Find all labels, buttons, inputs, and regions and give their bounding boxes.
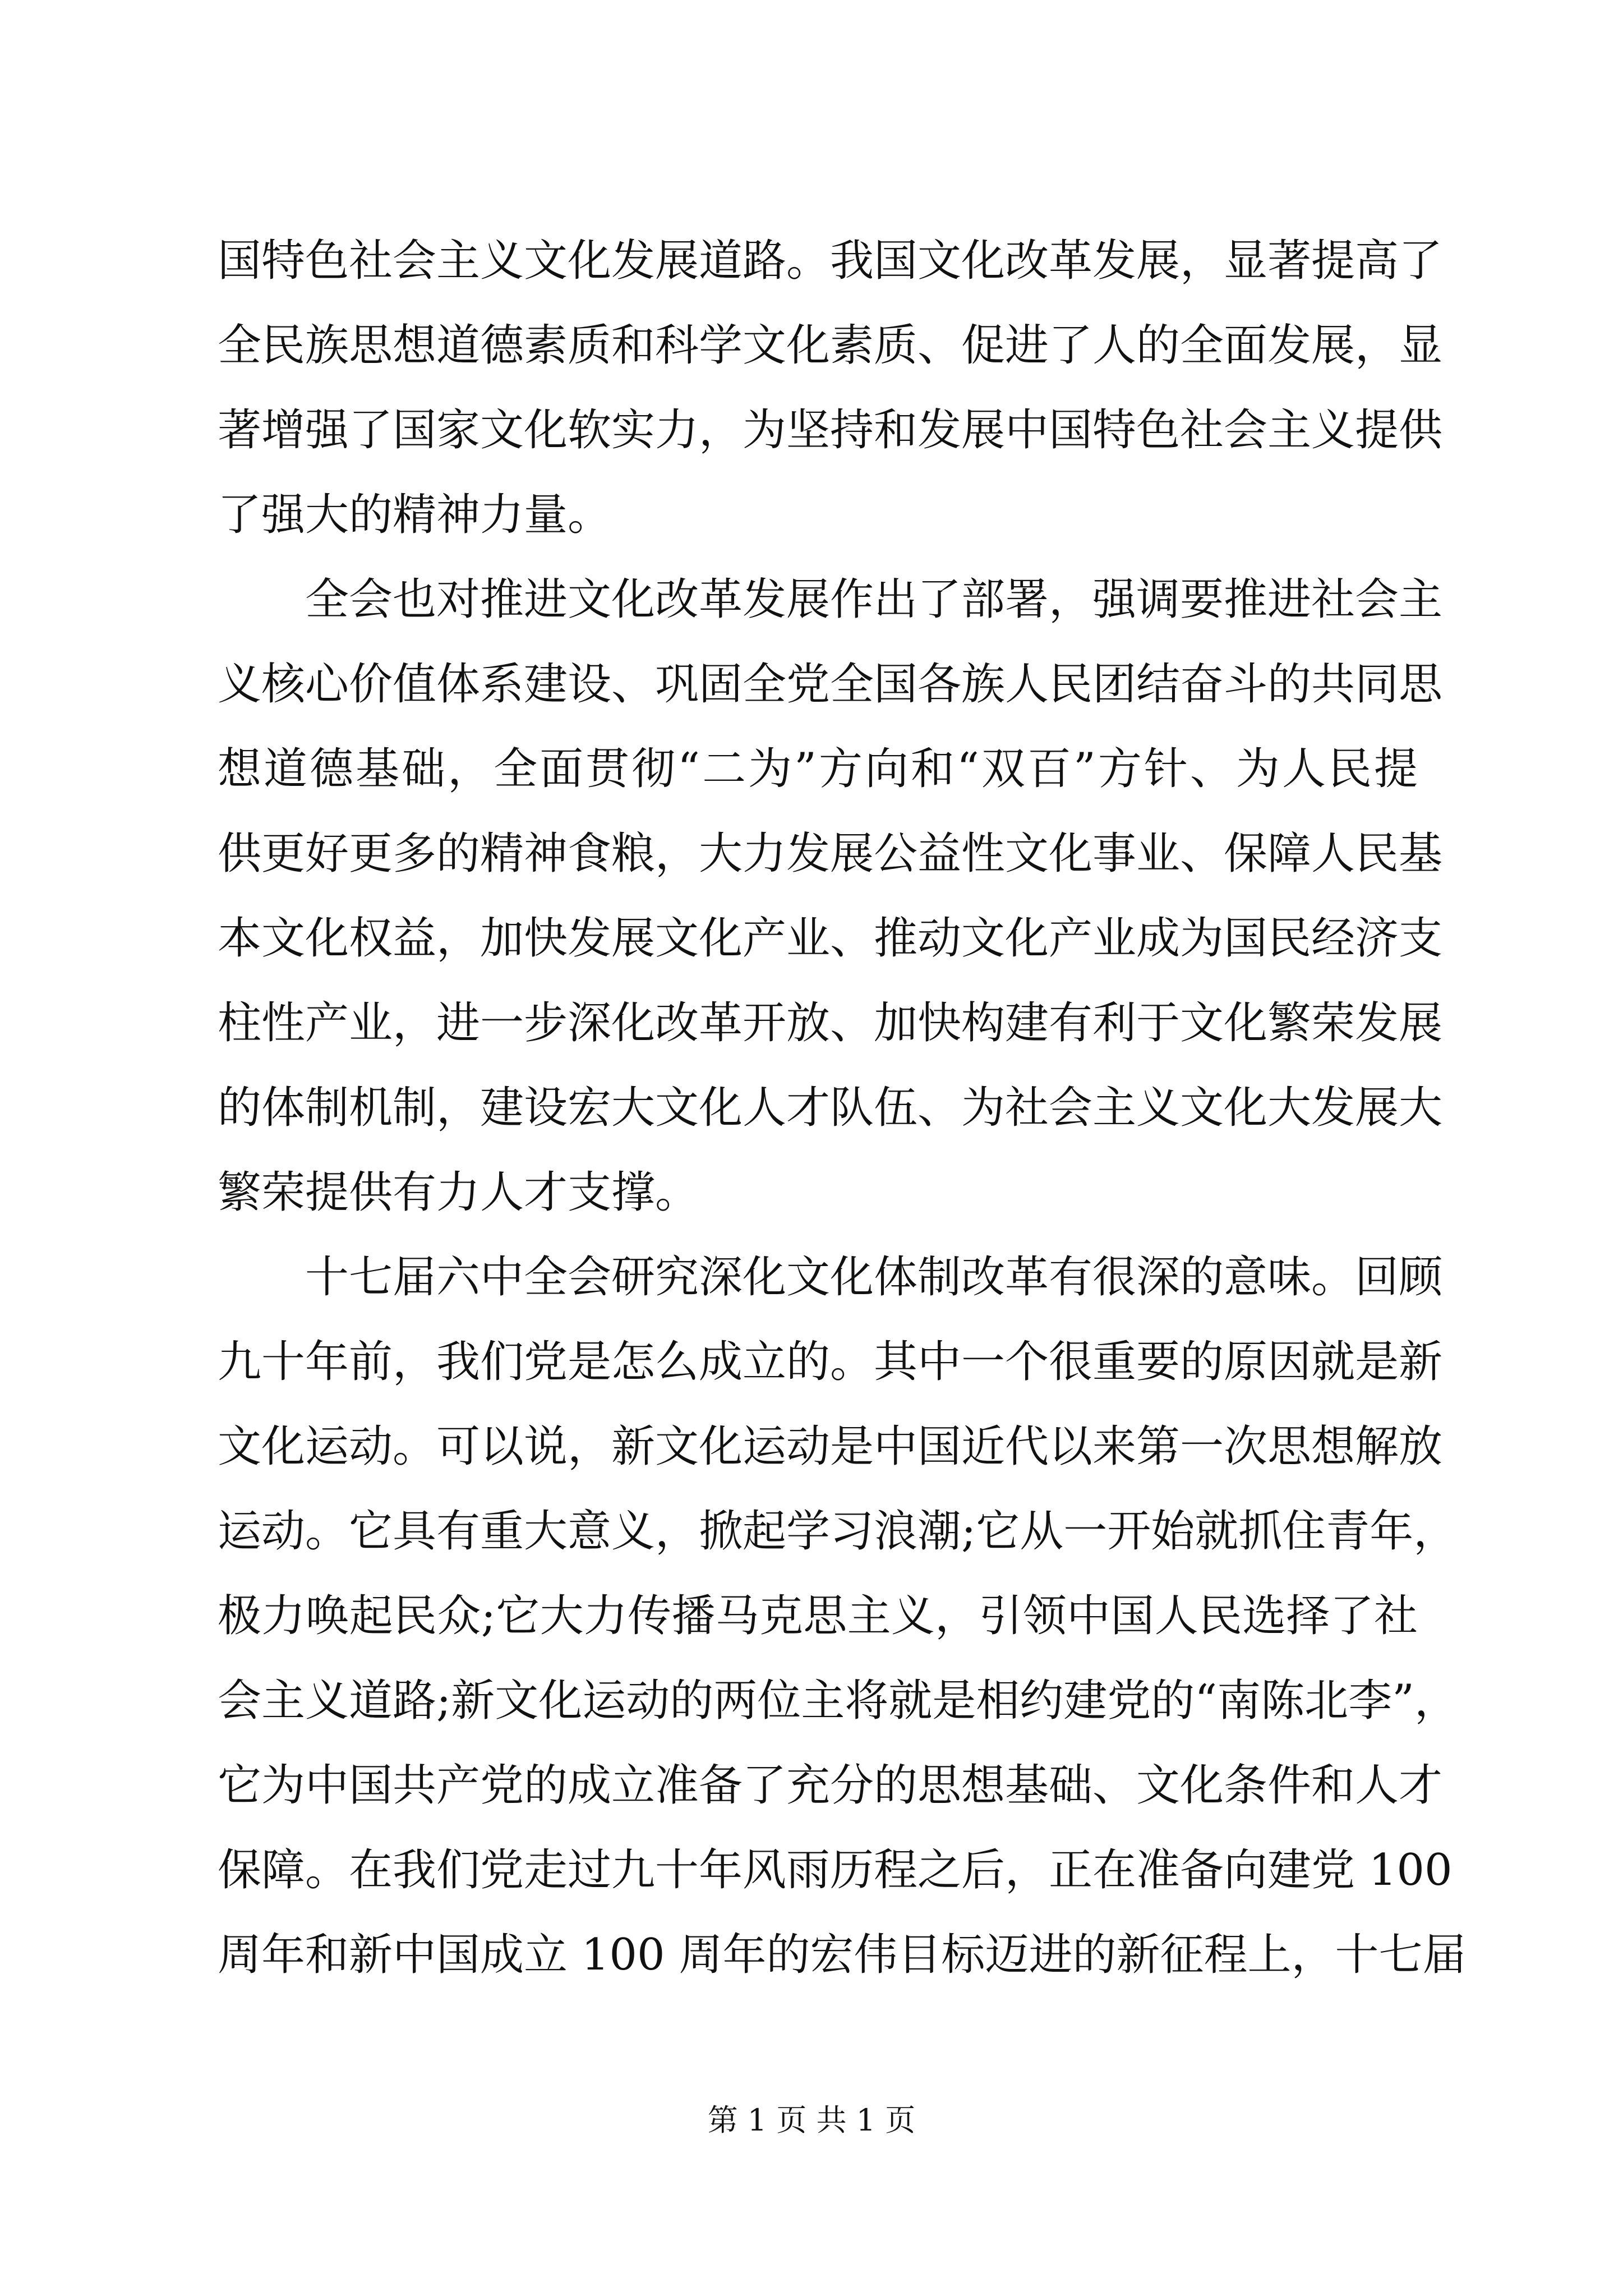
text-line: 十七届六中全会研究深化文化体制改革有很深的意味。回顾: [305, 1252, 1443, 1303]
text-line: 柱性产业，进一步深化改革开放、加快构建有利于文化繁荣发展: [218, 998, 1443, 1048]
paragraph-1: [218, 219, 1443, 558]
text-line: 极力唤起民众;它大力传播马克思主义，引领中国人民选择了社: [218, 1591, 1418, 1641]
text-line: 义核心价值体系建设、巩固全党全国各族人民团结奋斗的共同思: [218, 659, 1443, 710]
text-line: 运动。它具有重大意义，掀起学习浪潮;它从一开始就抓住青年，: [218, 1506, 1458, 1557]
text-line: 了强大的精神力量。: [218, 490, 612, 540]
text-line: 著增强了国家文化软实力，为坚持和发展中国特色社会主义提供: [218, 405, 1443, 455]
text-line: 全民族思想道德素质和科学文化素质、促进了人的全面发展，显: [218, 320, 1443, 371]
text-line: 想道德基础，全面贯彻“二为”方向和“双百”方针、为人民提: [218, 744, 1418, 794]
document-body: [218, 219, 1467, 1998]
paragraph-3: [218, 1235, 1467, 1998]
text-line: 全会也对推进文化改革发展作出了部署，强调要推进社会主: [305, 574, 1443, 625]
text-line: 九十年前，我们党是怎么成立的。其中一个很重要的原因就是新: [218, 1337, 1443, 1387]
text-line: 供更好更多的精神食粮，大力发展公益性文化事业、保障人民基: [218, 829, 1443, 879]
text-line: 它为中国共产党的成立准备了充分的思想基础、文化条件和人才: [218, 1760, 1443, 1811]
text-line: 本文化权益，加快发展文化产业、推动文化产业成为国民经济支: [218, 913, 1443, 964]
text-line: 会主义道路;新文化运动的两位主将就是相约建党的“南陈北李”，: [218, 1676, 1459, 1726]
text-line: 周年和新中国成立 100 周年的宏伟目标迈进的新征程上，十七届: [218, 1930, 1467, 1980]
text-line: 繁荣提供有力人才支撑。: [218, 1167, 699, 1218]
text-line: 的体制机制，建设宏大文化人才队伍、为社会主义文化大发展大: [218, 1083, 1443, 1133]
text-line: 保障。在我们党走过九十年风雨历程之后，正在准备向建党 100: [218, 1845, 1453, 1895]
text-line: 文化运动。可以说，新文化运动是中国近代以来第一次思想解放: [218, 1421, 1443, 1472]
page-footer: 第 1 页 共 1 页: [707, 2102, 916, 2138]
text-line: 国特色社会主义文化发展道路。我国文化改革发展，显著提高了: [218, 236, 1443, 286]
paragraph-2: [218, 558, 1443, 1235]
